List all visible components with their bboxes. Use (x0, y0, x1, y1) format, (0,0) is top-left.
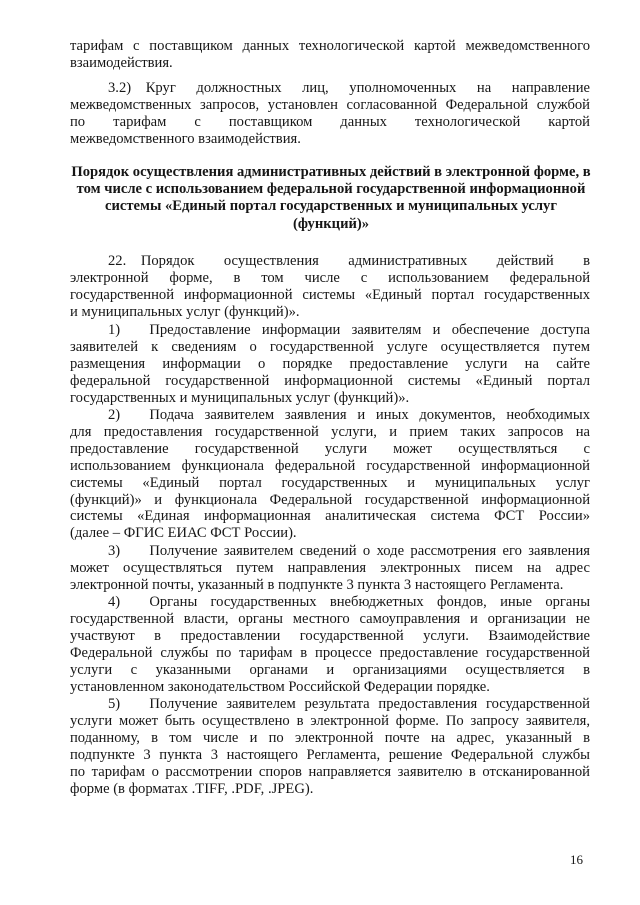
list-item-5 (70, 696, 590, 797)
text-line: 3) Получение заявителем сведений о ходе рассмотрения его заявления (108, 543, 590, 559)
text-line: государственной информационной системы «Единый портал государственных (70, 286, 590, 303)
text-line: форме (в форматах .TIFF, .PDF, .JPEG). (70, 780, 314, 797)
text-line: межведомственных запросов, установлен согласованной Федеральной службой (70, 96, 590, 113)
text-line: электронной почты, указанный в подпункте 3 пункта 3 настоящего Регламента. (70, 576, 564, 593)
text-line: установленном законодательством Российской Федерации порядке. (70, 678, 490, 695)
text-line: подпункте 3 пункта 3 настоящего Регламента, решение Федеральной службы (70, 746, 590, 763)
text-line: системы «Единая информационная аналитическая система ФСТ России» (70, 508, 590, 525)
text-line: взаимодействия. (70, 54, 173, 71)
paragraph-22 (70, 253, 590, 321)
text-line: предоставление государственной услуги может осуществляться с (70, 440, 590, 457)
text-line: заявителей к сведениям о государственной услуге осуществляется путем (70, 338, 590, 355)
text-line: электронной форме, в том числе с использованием федеральной (70, 269, 590, 286)
list-item-4 (70, 594, 590, 695)
paragraph-3-2 (70, 80, 590, 148)
page-number: 16 (570, 852, 583, 867)
text-line: 22. Порядок осуществления административных действий в (108, 253, 590, 269)
text-line: поданному, в том числе и по электронной почте на адрес, указанный в (70, 729, 590, 746)
text-line: 1) Предоставление информации заявителям и обеспечение доступа (108, 322, 590, 338)
text-line: участвуют в предоставлении государственной услуги. Взаимодействие (70, 627, 590, 644)
paragraph-continuation (70, 38, 590, 72)
text-line: и муниципальных услуг (функций)». (70, 303, 300, 320)
list-item-1 (70, 322, 590, 407)
text-line: размещения информации о порядке предоставление услуги на сайте (70, 355, 590, 372)
text-line: государственных и муниципальных услуг (функций)». (70, 389, 410, 406)
text-line: межведомственного взаимодействия. (70, 130, 301, 147)
text-line: федеральной государственной информационной системы «Единый портал (70, 372, 590, 389)
text-line: по тарифам о рассмотрении споров направляется заявителю в отсканированной (70, 763, 590, 780)
text-line: услуги может быть осуществлено в электронной форме. По запросу заявителя, (70, 712, 590, 729)
list-item-3 (70, 543, 590, 594)
text-line: может осуществляться путем направления электронных писем на адрес (70, 559, 590, 576)
text-line: по тарифам с поставщиком данных технологической картой (70, 113, 590, 130)
list-item-2 (70, 407, 590, 542)
text-line: (далее – ФГИС ЕИАС ФСТ России). (70, 525, 297, 542)
text-line: использованием функционала федеральной государственной информационной (70, 457, 590, 474)
text-line: (функций)» и функционала Федеральной государственной информационной (70, 491, 590, 508)
text-line: 2) Подача заявителем заявления и иных документов, необходимых (108, 407, 590, 423)
section-heading: Порядок осуществления административных действий в электронной форме, в том числе с использованием федеральной государственной информационной системы «Единый портал государственных и муниципальных услуг (функций)» (71, 164, 591, 232)
text-line: услуги с указанными органами и организациями осуществляется в (70, 661, 590, 678)
text-line: государственной власти, органы местного самоуправления и организации не (70, 610, 590, 627)
text-line: Федеральной службы по тарифам в процессе предоставление государственной (70, 644, 590, 661)
text-line: 3.2) Круг должностных лиц, уполномоченных на направление (108, 80, 590, 96)
text-line: 4) Органы государственных внебюджетных фондов, иные органы (108, 594, 590, 610)
text-line: тарифам с поставщиком данных технологической картой межведомственного (70, 38, 590, 54)
text-line: для предоставления государственной услуги, и прием таких запросов на (70, 423, 590, 440)
text-line: 5) Получение заявителем результата предоставления государственной (108, 696, 590, 712)
text-line: системы «Единый портал государственных и муниципальных услуг (70, 474, 590, 491)
